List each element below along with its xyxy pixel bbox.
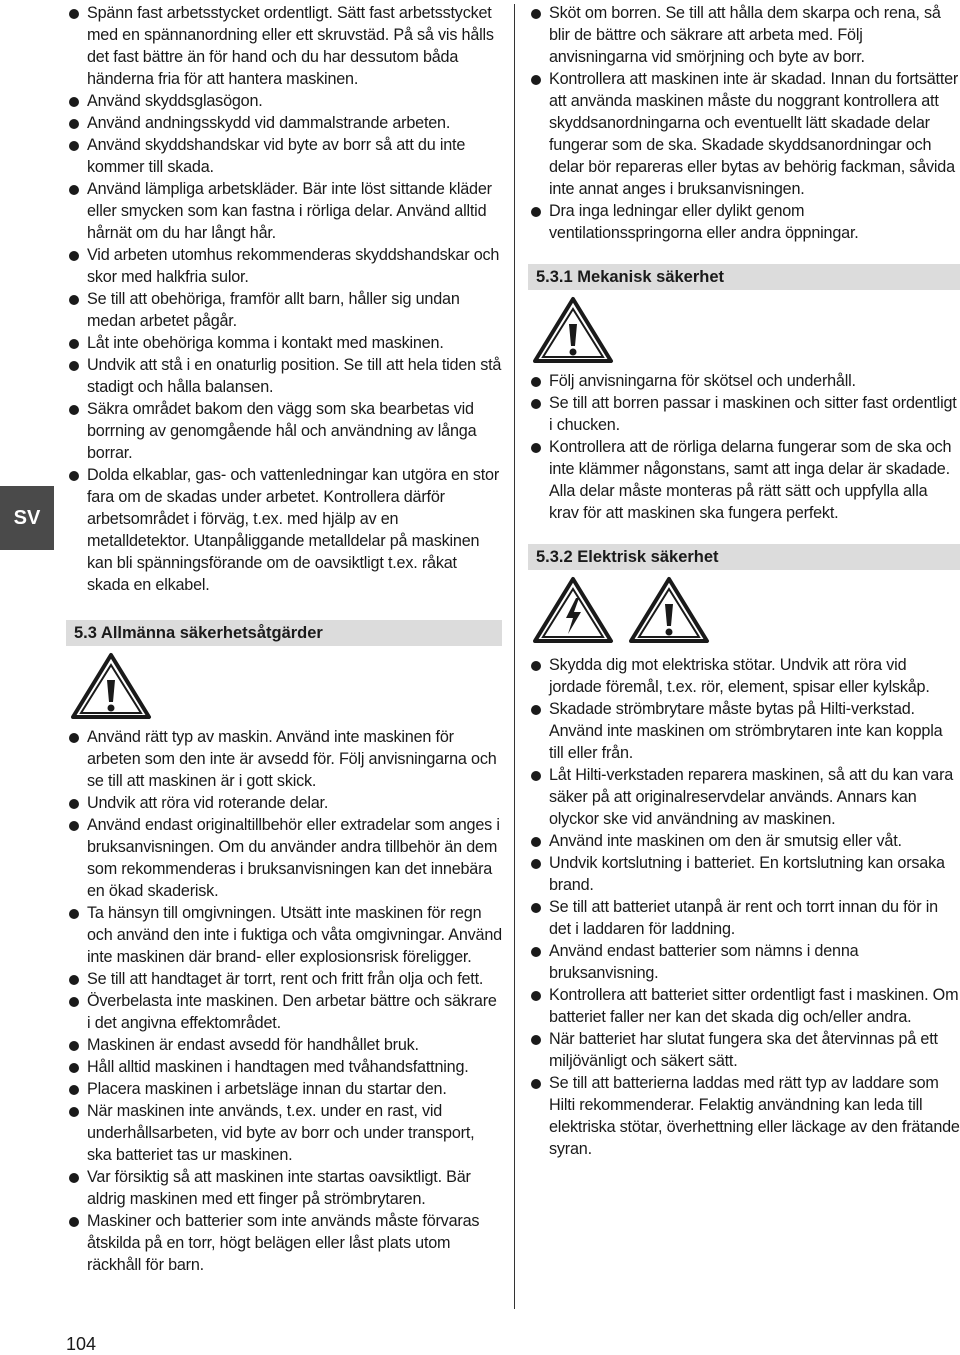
warning-icons bbox=[70, 652, 502, 720]
bullet-icon bbox=[531, 859, 541, 869]
list-item: Se till att batteriet utanpå är rent och torrt innan du för in det i laddaren för laddning. bbox=[528, 896, 960, 940]
list-item: Använd endast batterier som nämns i denna bruksanvisning. bbox=[528, 940, 960, 984]
bullet-icon bbox=[69, 339, 79, 349]
column-divider bbox=[514, 4, 515, 1309]
list-item: Maskiner och batterier som inte används måste förvaras åtskilda på en torr, högt belägen eller låst plats utom räckhåll för barn. bbox=[66, 1210, 502, 1276]
bullet-icon bbox=[531, 837, 541, 847]
page-number: 104 bbox=[66, 1334, 97, 1354]
list-item: Skydda dig mot elektriska stötar. Undvik att röra vid jordade föremål, t.ex. rör, element, spisar eller kylskåp. bbox=[528, 654, 960, 698]
list-item: Skadade strömbrytare måste bytas på Hilti-verkstad. Använd inte maskinen om strömbrytaren inte kan koppla till eller från. bbox=[528, 698, 960, 764]
section-heading-5-3-2: 5.3.2 Elektrisk säkerhet bbox=[528, 544, 960, 570]
bullet-icon bbox=[69, 909, 79, 919]
bullet-icon bbox=[69, 185, 79, 195]
bullet-icon bbox=[531, 207, 541, 217]
bullet-icon bbox=[69, 119, 79, 129]
bullet-icon bbox=[69, 97, 79, 107]
bullet-icon bbox=[69, 821, 79, 831]
list-item: Vid arbeten utomhus rekommenderas skyddshandskar och skor med halkfria sulor. bbox=[66, 244, 502, 288]
bullet-icon bbox=[69, 295, 79, 305]
list-item: När maskinen inte används, t.ex. under en rast, vid underhållsarbeten, vid byte av borr och under transport, ska batteriet tas ur maskinen. bbox=[66, 1100, 502, 1166]
mechanical-warning-icons bbox=[532, 296, 960, 364]
bullet-icon bbox=[531, 443, 541, 453]
list-item: Se till att obehöriga, framför allt barn, håller sig undan medan arbetet pågår. bbox=[66, 288, 502, 332]
bullet-icon bbox=[69, 1173, 79, 1183]
list-item: Spänn fast arbetsstycket ordentligt. Sätt fast arbetsstycket med en spännanordning eller ett skruvstäd. På så vis hålls det fast bättre än för hand och du har dessutom båda händerna fria för att hantera maskinen. bbox=[66, 2, 502, 90]
bullet-icon bbox=[531, 903, 541, 913]
bullet-icon bbox=[69, 251, 79, 261]
bullet-icon bbox=[531, 991, 541, 1001]
list-item: Se till att handtaget är torrt, rent och fritt från olja och fett. bbox=[66, 968, 502, 990]
bullet-icon bbox=[531, 75, 541, 85]
section-5-3-1-list bbox=[528, 370, 960, 524]
bullet-icon bbox=[69, 799, 79, 809]
bullet-icon bbox=[69, 1217, 79, 1227]
list-item: Använd lämpliga arbetskläder. Bär inte löst sittande kläder eller smycken som kan fastna i rörliga delar. Använd alltid hårnät om du har långt hår. bbox=[66, 178, 502, 244]
bullet-icon bbox=[69, 361, 79, 371]
list-item: Kontrollera att de rörliga delarna fungerar som de ska och inte klämmer någonstans, samt att inga delar är skadade. Alla delar måste monteras på rätt sätt och uppfylla alla krav för att maskinen ska fungera perfekt. bbox=[528, 436, 960, 524]
left-top-list bbox=[66, 2, 502, 596]
section-5-3-2-list bbox=[528, 654, 960, 1160]
list-item: Överbelasta inte maskinen. Den arbetar bättre och säkrare i det angivna effektområdet. bbox=[66, 990, 502, 1034]
list-item: Använd andningsskydd vid dammalstrande arbeten. bbox=[66, 112, 502, 134]
list-item: Låt inte obehöriga komma i kontakt med maskinen. bbox=[66, 332, 502, 354]
bullet-icon bbox=[69, 9, 79, 19]
bullet-icon bbox=[69, 997, 79, 1007]
bullet-icon bbox=[531, 1035, 541, 1045]
bullet-icon bbox=[69, 405, 79, 415]
bullet-icon bbox=[69, 1041, 79, 1051]
list-item: Var försiktig så att maskinen inte startas oavsiktligt. Bär aldrig maskinen med ett finger på strömbrytaren. bbox=[66, 1166, 502, 1210]
list-item: Se till att batterierna laddas med rätt typ av laddare som Hilti rekommenderar. Felaktig användning kan leda till elektriska stötar, överhettning eller läckage av den frätande syran. bbox=[528, 1072, 960, 1160]
section-heading-5-3-1: 5.3.1 Mekanisk säkerhet bbox=[528, 264, 960, 290]
list-item: Låt Hilti-verkstaden reparera maskinen, så att du kan vara säker på att originalreservdelar används. Annars kan olyckor ske vid användning av maskinen. bbox=[528, 764, 960, 830]
electrical-warning-icons bbox=[532, 576, 960, 644]
bullet-icon bbox=[531, 771, 541, 781]
list-item: Sköt om borren. Se till att hålla dem skarpa och rena, så blir de bättre och säkrare att arbeta med. Följ anvisningarna vid smörjning och byte av borr. bbox=[528, 2, 960, 68]
bullet-icon bbox=[69, 141, 79, 151]
bullet-icon bbox=[69, 1085, 79, 1095]
list-item: Håll alltid maskinen i handtagen med tvåhandsfattning. bbox=[66, 1056, 502, 1078]
list-item: Använd inte maskinen om den är smutsig eller våt. bbox=[528, 830, 960, 852]
warning-triangle-icon bbox=[628, 576, 710, 644]
list-item: Använd skyddsglasögon. bbox=[66, 90, 502, 112]
bullet-icon bbox=[531, 9, 541, 19]
list-item: Ta hänsyn till omgivningen. Utsätt inte maskinen för regn och använd den inte i fuktiga och våta omgivningar. Använd inte maskinen där brand- eller explosionsrisk föreligger. bbox=[66, 902, 502, 968]
bullet-icon bbox=[531, 661, 541, 671]
bullet-icon bbox=[69, 471, 79, 481]
bullet-icon bbox=[69, 1063, 79, 1073]
list-item: Använd skyddshandskar vid byte av borr så att du inte kommer till skada. bbox=[66, 134, 502, 178]
list-item: Dolda elkablar, gas- och vattenledningar kan utgöra en stor fara om de skadas under arbetet. Kontrollera därför arbetsområdet i förväg, t.ex. med hjälp av en metalldetektor. Utanpåliggande metalldelar på maskinen kan bli spänningsförande om de oavsiktligt t.ex. råkat skada en elkabel. bbox=[66, 464, 502, 596]
list-item: Kontrollera att maskinen inte är skadad. Innan du fortsätter att använda maskinen måste du noggrant kontrollera att skyddsanordningarna och eventuellt lätt skadade delar fungerar som de ska. Skadade skyddsanordningar och delar bör repareras eller bytas av behörig fackman, såvida inte annat anges i bruksanvisningen. bbox=[528, 68, 960, 200]
bullet-icon bbox=[531, 947, 541, 957]
bullet-icon bbox=[531, 399, 541, 409]
list-item: Maskinen är endast avsedd för handhållet bruk. bbox=[66, 1034, 502, 1056]
bullet-icon bbox=[69, 975, 79, 985]
list-item: När batteriet har slutat fungera ska det återvinnas på ett miljövänligt och säkert sätt. bbox=[528, 1028, 960, 1072]
bullet-icon bbox=[531, 377, 541, 387]
warning-triangle-icon bbox=[70, 652, 152, 720]
left-column bbox=[66, 2, 502, 1276]
list-item: Placera maskinen i arbetsläge innan du startar den. bbox=[66, 1078, 502, 1100]
high-voltage-icon bbox=[532, 576, 614, 644]
list-item: Använd endast originaltillbehör eller extradelar som anges i bruksanvisningen. Om du använder andra tillbehör än dem som rekommenderas i bruksanvisningen kan det innebära en ökad skaderisk. bbox=[66, 814, 502, 902]
list-item: Kontrollera att batteriet sitter ordentligt fast i maskinen. Om batteriet faller ner kan det skada dig och/eller andra. bbox=[528, 984, 960, 1028]
bullet-icon bbox=[69, 1107, 79, 1117]
right-top-list bbox=[528, 2, 960, 244]
list-item: Undvik kortslutning i batteriet. En kortslutning kan orsaka brand. bbox=[528, 852, 960, 896]
list-item: Använd rätt typ av maskin. Använd inte maskinen för arbeten som den inte är avsedd för. Följ anvisningarna och se till att maskinen är i gott skick. bbox=[66, 726, 502, 792]
right-column bbox=[528, 2, 960, 1160]
bullet-icon bbox=[531, 705, 541, 715]
bullet-icon bbox=[69, 733, 79, 743]
section-heading-5-3: 5.3 Allmänna säkerhetsåtgärder bbox=[66, 620, 502, 646]
bullet-icon bbox=[531, 1079, 541, 1089]
list-item: Säkra området bakom den vägg som ska bearbetas vid borrning av genomgående hål och användning av långa borrar. bbox=[66, 398, 502, 464]
list-item: Undvik att stå i en onaturlig position. Se till att hela tiden stå stadigt och hålla balansen. bbox=[66, 354, 502, 398]
list-item: Undvik att röra vid roterande delar. bbox=[66, 792, 502, 814]
list-item: Se till att borren passar i maskinen och sitter fast ordentligt i chucken. bbox=[528, 392, 960, 436]
section-5-3-list bbox=[66, 726, 502, 1276]
language-tab: SV bbox=[0, 486, 54, 550]
list-item: Följ anvisningarna för skötsel och underhåll. bbox=[528, 370, 960, 392]
warning-triangle-icon bbox=[532, 296, 614, 364]
list-item: Dra inga ledningar eller dylikt genom ventilationsspringorna eller andra öppningar. bbox=[528, 200, 960, 244]
